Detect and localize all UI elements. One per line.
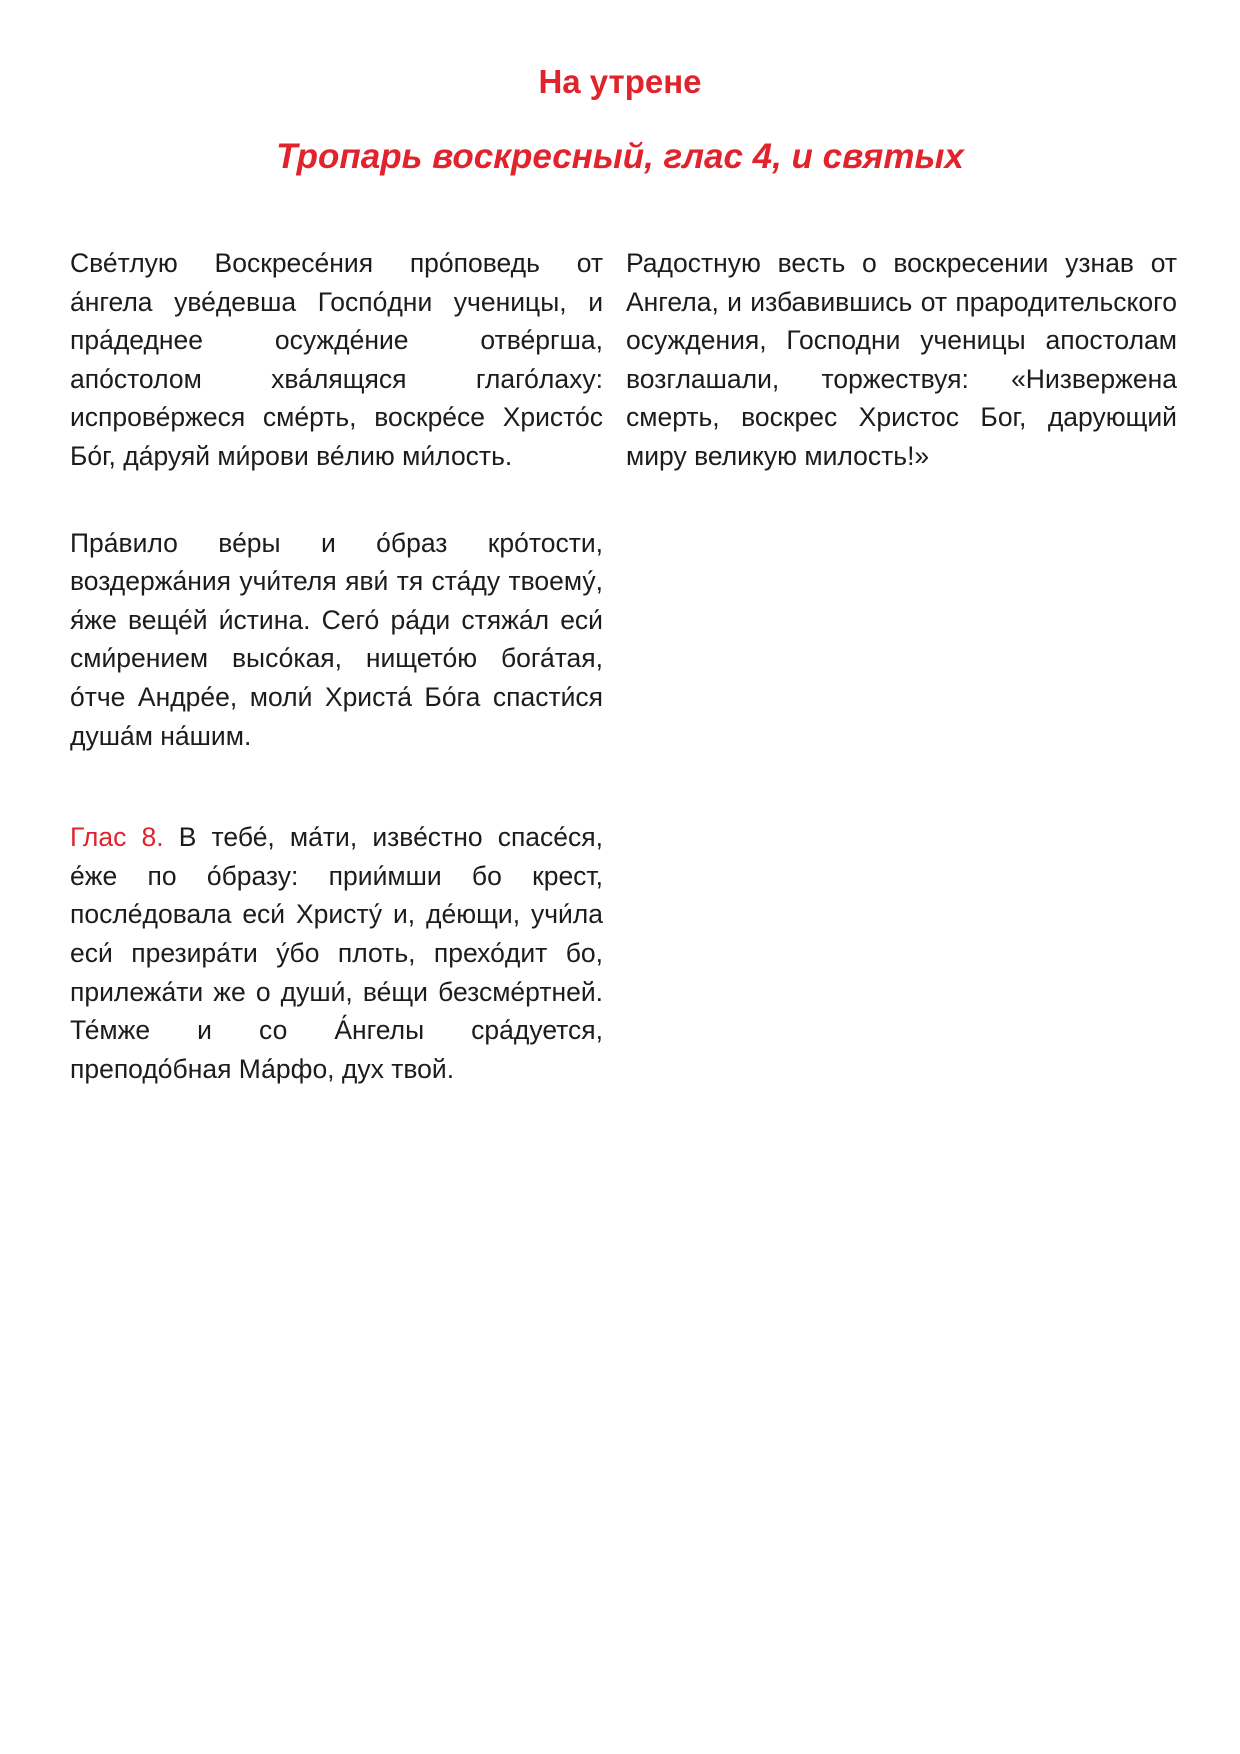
troparion-tone8-text: В тебе́, ма́ти, изве́стно спасе́ся, е́же по о́бразу: прии́мши бо крест, после́довала еси́ Христу́ и, де́ющи, учи́ла еси́ презира́ти у́бо плоть, прехо́дит бо, прилежа́ти же о души́, ве́щи безсме́ртней. Те́мже и со А́нгелы сра́дуется, преподо́бная Ма́рфо, дух твой. [70,822,603,1084]
translation-resurrection-text: Радостную весть о воскресении узнав от Ангела, и избавившись от прародительского осуждения, Господни ученицы апостолам возглашали, торжествуя: «Низвержена смерть, воскрес Христос Бог, дарующий миру великую милость!» [626,248,1177,471]
troparion-saint-text: Пра́вило ве́ры и о́браз кро́тости, воздержа́ния учи́теля яви́ тя ста́ду твоему́, я́же веще́й и́стина. Сего́ ра́ди стяжа́л еси́ сми́рением высо́кая, нището́ю бога́тая, о́тче Андре́е, моли́ Христа́ Бо́га спасти́ся душа́м на́шим. [70,527,603,751]
tone-label: Глас 8. [70,822,164,853]
right-column-russian-translation [626,244,1177,476]
troparion-tone8-paragraph [70,818,603,1088]
troparion-resurrection-text: Све́тлую Воскресе́ния про́поведь от а́нгела уве́девша Госпо́дни ученицы, и пра́деднее осужде́ние отве́ргша, апо́столом хва́лящяся глаго́лаху: испрове́ржеся сме́рть, воскре́се Христо́с Бо́г, да́руяй ми́рови ве́лию ми́лость. [70,248,603,471]
page-title: На утрене [538,63,702,100]
page-subtitle: Тропарь воскресный, глас 4, и святых [276,137,964,176]
left-column-church-slavonic [70,244,603,1088]
